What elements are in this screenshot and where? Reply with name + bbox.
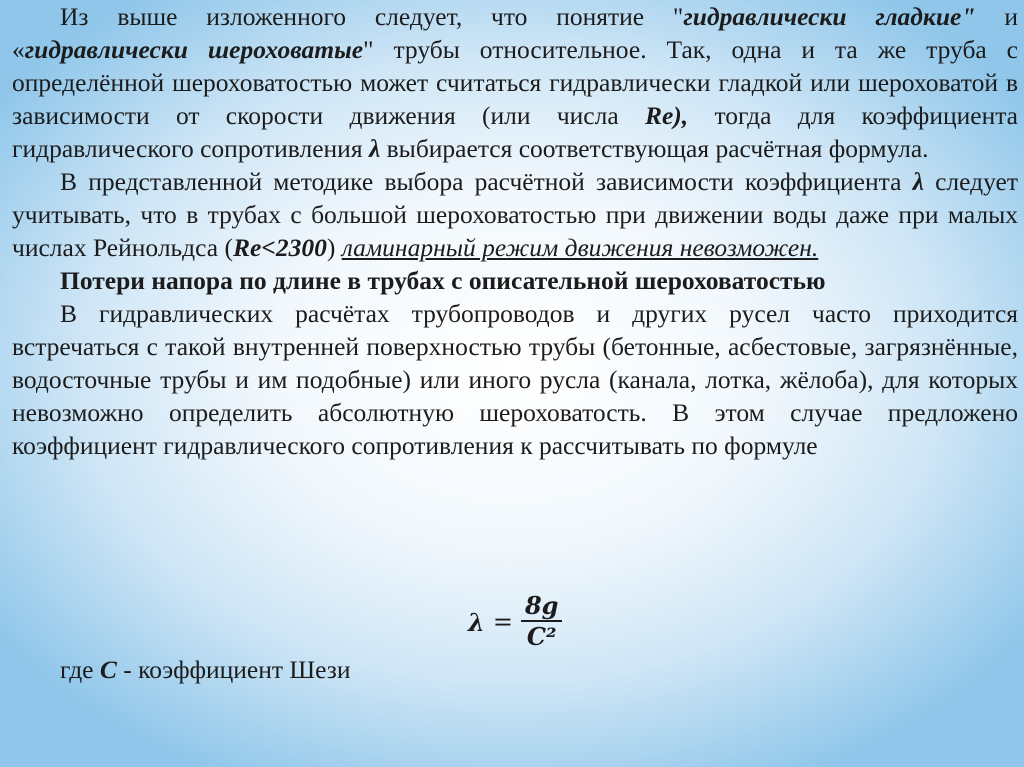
paragraph-2: В представленной методике выбора расчётной зависимости коэффициента λ следует учитывать, что в трубах с большой шероховатостью при движении воды даже при малых числах Рейнольдса (Re<2300) ламинарный режим движения невозможен.: [12, 167, 1018, 262]
section-heading: Потери напора по длине в трубах с описательной шероховатостью: [60, 266, 826, 295]
where-note: где C - коэффициент Шези: [60, 655, 351, 684]
formula-numerator: 8g: [524, 591, 559, 620]
formula-lambda: [468, 590, 562, 654]
slide-content: [12, 0, 1018, 462]
formula-lhs: λ: [468, 607, 485, 637]
formula-fraction: [521, 592, 562, 652]
paragraph-1: Из выше изложенного следует, что понятие "гидравлически гладкие" и «гидравлически шероховатые" трубы относительное. Так, одна и та же труба с определённой шероховатостью может считаться гидравлически гладкой или шероховатой в зависимости от скорости движения (или числа Re), тогда для коэффициента гидравлического сопротивления λ выбирается соответствующая расчётная формула.: [12, 2, 1018, 163]
formula-denominator: C²: [526, 622, 557, 651]
paragraph-3: В гидравлических расчётах трубопроводов и других русел часто приходится встречаться с такой внутренней поверхностью трубы (бетонные, асбестовые, загрязнённые, водосточные трубы и им подобные) или иного русла (канала, лотка, жёлоба), для которых невозможно определить абсолютную шероховатость. В этом случае предложено коэффициент гидравлического сопротивления к рассчитывать по формуле: [12, 299, 1018, 460]
formula-equals: =: [492, 608, 513, 636]
